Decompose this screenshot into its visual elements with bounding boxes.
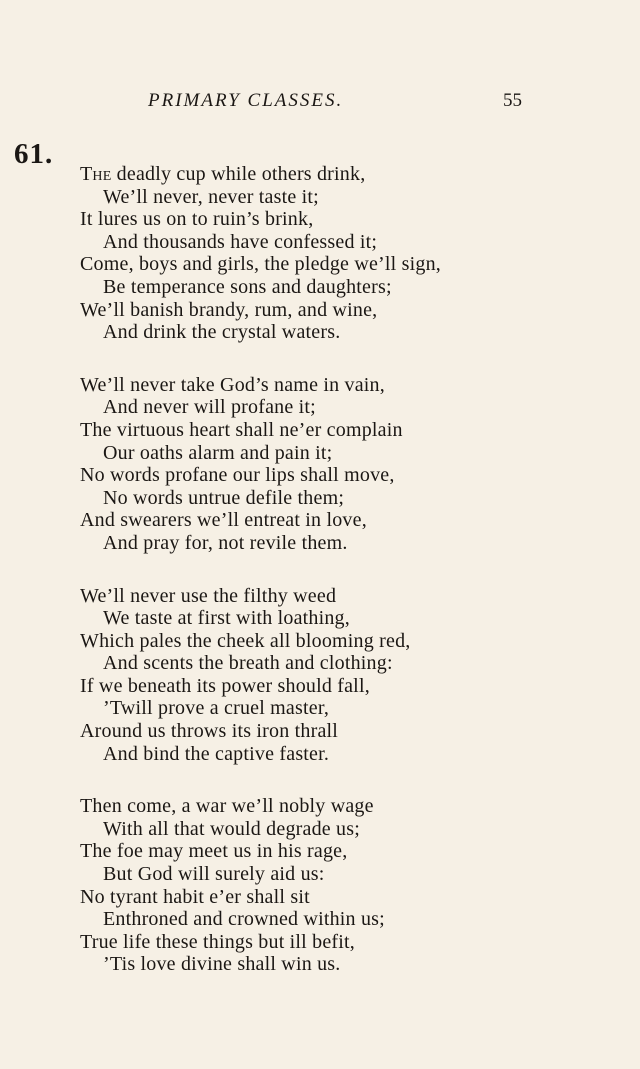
verse-line: Then come, a war we’ll nobly wage xyxy=(80,795,374,818)
verse-line: No words untrue defile them; xyxy=(103,486,345,509)
verse-line xyxy=(80,163,620,186)
verse-line: We’ll never use the filthy weed xyxy=(80,584,337,607)
verse-line: But God will surely aid us: xyxy=(103,863,325,886)
verse-line: Our oaths alarm and pain it; xyxy=(103,441,333,464)
stanza xyxy=(80,374,620,555)
verse-line: The foe may meet us in his rage, xyxy=(80,840,348,863)
verse-line: ’Tis love divine shall win us. xyxy=(103,953,341,976)
hymn-text xyxy=(80,163,620,1006)
running-head: PRIMARY CLASSES. xyxy=(148,90,344,111)
first-word-small-caps: The xyxy=(80,163,112,185)
verse-line: The virtuous heart shall ne’er complain xyxy=(80,418,403,441)
verse-line: We taste at first with loathing, xyxy=(103,607,350,630)
stanza xyxy=(80,585,620,766)
verse-line: And pray for, not revile them. xyxy=(103,531,348,554)
verse-line: Come, boys and girls, the pledge we’ll sign, xyxy=(80,253,441,276)
page-number: 55 xyxy=(503,90,522,111)
verse-line: No tyrant habit e’er shall sit xyxy=(80,885,310,908)
verse-line: We’ll banish brandy, rum, and wine, xyxy=(80,298,378,321)
verse-line: And scents the breath and clothing: xyxy=(103,652,393,675)
verse-line: And bind the captive faster. xyxy=(103,742,330,765)
verse-line-text: deadly cup while others drink, xyxy=(111,163,366,185)
stanza xyxy=(80,163,620,344)
verse-line: And swearers we’ll entreat in love, xyxy=(80,509,367,532)
verse-line: And thousands have confessed it; xyxy=(103,230,378,253)
verse-line: It lures us on to ruin’s brink, xyxy=(80,208,314,231)
verse-line: True life these things but ill befit, xyxy=(80,930,355,953)
verse-line: With all that would degrade us; xyxy=(103,817,361,840)
verse-line: We’ll never take God’s name in vain, xyxy=(80,373,385,396)
verse-line: No words profane our lips shall move, xyxy=(80,464,395,487)
verse-line: We’ll never, never taste it; xyxy=(103,185,319,208)
verse-line: ’Twill prove a cruel master, xyxy=(103,697,330,720)
stanza xyxy=(80,795,620,976)
verse-line: And never will profane it; xyxy=(103,396,316,419)
verse-line: Around us throws its iron thrall xyxy=(80,720,339,743)
hymn-number: 61. xyxy=(14,138,54,170)
verse-line: Which pales the cheek all blooming red, xyxy=(80,629,411,652)
verse-line: Enthroned and crowned within us; xyxy=(103,908,385,931)
verse-line: If we beneath its power should fall, xyxy=(80,674,370,697)
verse-line: And drink the crystal waters. xyxy=(103,321,341,344)
verse-line: Be temperance sons and daughters; xyxy=(103,275,392,298)
